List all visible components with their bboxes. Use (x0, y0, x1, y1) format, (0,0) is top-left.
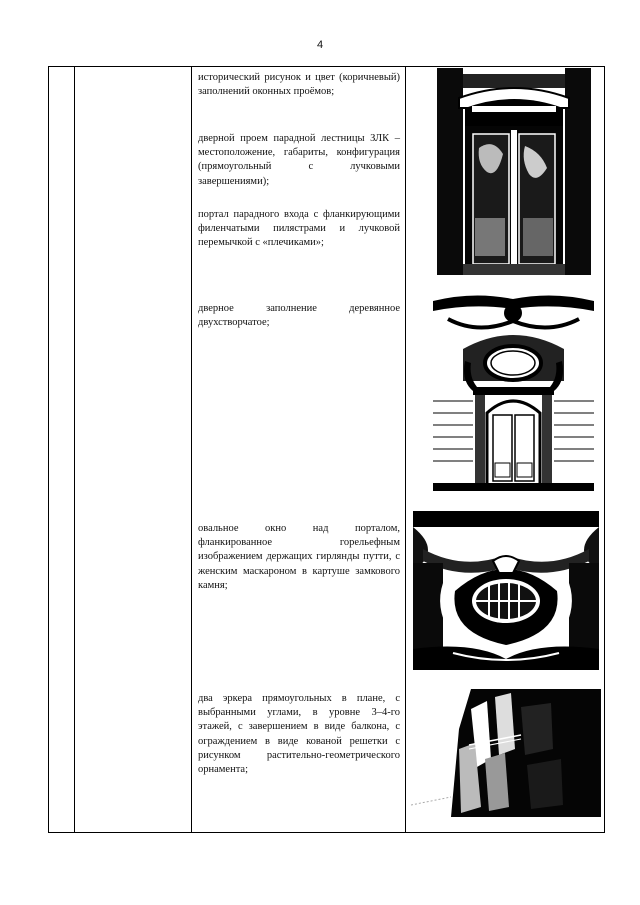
photo-bay-windows (411, 689, 601, 817)
document-table (48, 66, 605, 833)
paragraph-oval-window: овальное окно над порталом, фланкированное горельефным изображением держащих гирлянды путти, с женским маскароном в картуше замкового камня; (198, 523, 400, 591)
column-divider (74, 67, 75, 832)
page-number: 4 (316, 39, 324, 51)
column-divider (405, 67, 406, 832)
paragraph-bay-windows: два эркера прямоугольных в плане, с выбранными углами, в уровне 3–4-го этажей, с завершением в виде балкона, с ограждением в виде кованой решетки с рисунком растительно-геометрического орнамента; (198, 693, 400, 776)
paragraph-portal: портал парадного входа с фланкирующими филенчатыми пилястрами и лучковой перемычкой с «плечиками»; (198, 209, 400, 249)
column-divider (191, 67, 192, 832)
paragraph-door-fill: дверное заполнение деревянное двухстворчатое; (198, 303, 400, 329)
paragraph-door-opening: дверной проем парадной лестницы ЗЛК – местоположение, габариты, конфигурация (прямоугольный с лучковыми завершениями); (198, 133, 400, 187)
photo-doorway (437, 68, 591, 275)
photo-portal (433, 291, 594, 491)
photo-oval-window (413, 511, 599, 670)
paragraph-window-fill: исторический рисунок и цвет (коричневый) заполнений оконных проёмов; (198, 72, 400, 98)
